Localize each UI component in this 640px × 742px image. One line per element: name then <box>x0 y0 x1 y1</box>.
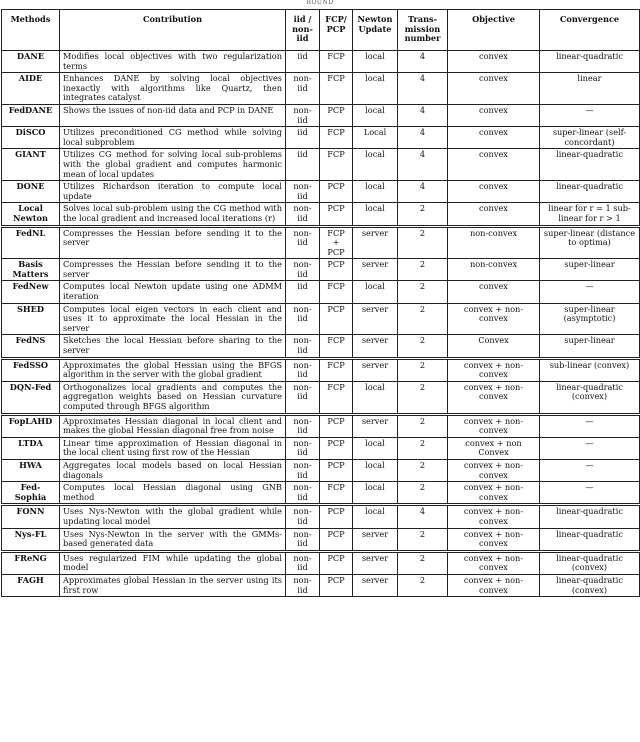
objective-cell: convex <box>448 203 540 226</box>
convergence-cell: linear-quadratic <box>540 51 640 73</box>
objective-cell: convex + non-convex <box>448 551 540 574</box>
table-row <box>2 551 640 574</box>
iid-cell: non-iid <box>286 358 320 381</box>
iid-cell: non-iid <box>286 181 320 203</box>
participation-cell: FCP <box>320 381 353 414</box>
update-cell: Local <box>353 127 398 149</box>
transmission-cell: 2 <box>398 437 448 459</box>
contribution-cell: Utilizes preconditioned CG method while solving local subproblem <box>60 127 286 149</box>
header-contribution: Contribution <box>60 10 286 51</box>
method-cell: SHED <box>2 303 60 335</box>
method-cell: FedDANE <box>2 104 60 126</box>
objective-cell: convex <box>448 104 540 126</box>
method-cell: DiSCO <box>2 127 60 149</box>
transmission-cell: 2 <box>398 528 448 551</box>
convergence-cell: super-linear (self-concordant) <box>540 127 640 149</box>
table-row <box>2 437 640 459</box>
participation-cell: FCP <box>320 482 353 505</box>
objective-cell: convex + non-convex <box>448 414 540 437</box>
table-row <box>2 358 640 381</box>
table-row <box>2 459 640 481</box>
update-cell: local <box>353 181 398 203</box>
contribution-cell: Uses regularized FIM while updating the global model <box>60 551 286 574</box>
transmission-cell: 2 <box>398 203 448 226</box>
transmission-cell: 2 <box>398 259 448 281</box>
iid-cell: non-iid <box>286 505 320 528</box>
iid-cell: non-iid <box>286 303 320 335</box>
contribution-cell: Aggregates local models based on local Hessian diagonals <box>60 459 286 481</box>
convergence-cell: — <box>540 437 640 459</box>
update-cell: local <box>353 505 398 528</box>
iid-cell: iid <box>286 281 320 303</box>
contribution-cell: Enhances DANE by solving local objectives inexactly with algorithms like Quartz, then integrates catalyst <box>60 73 286 105</box>
convergence-cell: super-linear <box>540 259 640 281</box>
participation-cell: FCP <box>320 281 353 303</box>
method-cell: DQN-Fed <box>2 381 60 414</box>
iid-cell: non-iid <box>286 482 320 505</box>
participation-cell: PCP <box>320 551 353 574</box>
iid-cell: non-iid <box>286 459 320 481</box>
table-row <box>2 303 640 335</box>
method-cell: Nys-FL <box>2 528 60 551</box>
transmission-cell: 4 <box>398 505 448 528</box>
table-row <box>2 259 640 281</box>
objective-cell: convex + non-convex <box>448 528 540 551</box>
transmission-cell: 2 <box>398 459 448 481</box>
header-objective: Objective <box>448 10 540 51</box>
method-cell: HWA <box>2 459 60 481</box>
objective-cell: non-convex <box>448 259 540 281</box>
header-update: Newton Update <box>353 10 398 51</box>
convergence-cell: super-linear (distance to optima) <box>540 226 640 259</box>
table-row <box>2 73 640 105</box>
table-row <box>2 127 640 149</box>
transmission-cell: 4 <box>398 73 448 105</box>
contribution-cell: Shows the issues of non-iid data and PCP in DANE <box>60 104 286 126</box>
update-cell: local <box>353 437 398 459</box>
contribution-cell: Computes local eigen vectors in each client and uses it to approximate the local Hessian in the server <box>60 303 286 335</box>
update-cell: server <box>353 259 398 281</box>
method-cell: FopLAHD <box>2 414 60 437</box>
objective-cell: convex <box>448 51 540 73</box>
update-cell: server <box>353 303 398 335</box>
table-row <box>2 104 640 126</box>
convergence-cell: — <box>540 482 640 505</box>
table-row <box>2 51 640 73</box>
contribution-cell: Solves local sub-problem using the CG method with the local gradient and increased local iterations (r) <box>60 203 286 226</box>
contribution-cell: Computes local Newton update using one ADMM iteration <box>60 281 286 303</box>
transmission-cell: 2 <box>398 482 448 505</box>
update-cell: local <box>353 459 398 481</box>
transmission-cell: 2 <box>398 414 448 437</box>
method-cell: DANE <box>2 51 60 73</box>
table-row <box>2 482 640 505</box>
participation-cell: PCP <box>320 528 353 551</box>
convergence-cell: super-linear <box>540 335 640 358</box>
participation-cell: FCP <box>320 73 353 105</box>
contribution-cell: Approximates Hessian diagonal in local client and makes the global Hessian diagonal free from noise <box>60 414 286 437</box>
convergence-cell: linear-quadratic (convex) <box>540 381 640 414</box>
update-cell: local <box>353 149 398 181</box>
method-cell: Fed-Sophia <box>2 482 60 505</box>
convergence-cell: linear-quadratic <box>540 149 640 181</box>
iid-cell: non-iid <box>286 574 320 596</box>
table-row <box>2 381 640 414</box>
contribution-cell: Uses Nys-Newton with the global gradient while updating local model <box>60 505 286 528</box>
transmission-cell: 2 <box>398 358 448 381</box>
header-transmission: Trans-mission number <box>398 10 448 51</box>
transmission-cell: 4 <box>398 127 448 149</box>
iid-cell: non-iid <box>286 104 320 126</box>
header-iid: iid / non-iid <box>286 10 320 51</box>
method-cell: FedSSO <box>2 358 60 381</box>
participation-cell: PCP <box>320 459 353 481</box>
objective-cell: convex <box>448 127 540 149</box>
table-row <box>2 226 640 259</box>
convergence-cell: — <box>540 414 640 437</box>
transmission-cell: 2 <box>398 574 448 596</box>
iid-cell: iid <box>286 127 320 149</box>
iid-cell: non-iid <box>286 335 320 358</box>
iid-cell: non-iid <box>286 259 320 281</box>
method-cell: FedNS <box>2 335 60 358</box>
objective-cell: convex + non-convex <box>448 459 540 481</box>
participation-cell: PCP <box>320 303 353 335</box>
table-row <box>2 181 640 203</box>
method-cell: FedNL <box>2 226 60 259</box>
update-cell: local <box>353 51 398 73</box>
convergence-cell: linear <box>540 73 640 105</box>
objective-cell: convex + non Convex <box>448 437 540 459</box>
method-cell: FReNG <box>2 551 60 574</box>
participation-cell: PCP <box>320 505 353 528</box>
participation-cell: PCP <box>320 437 353 459</box>
method-cell: FONN <box>2 505 60 528</box>
table-row <box>2 574 640 596</box>
update-cell: server <box>353 226 398 259</box>
participation-cell: FCP <box>320 358 353 381</box>
convergence-cell: — <box>540 281 640 303</box>
objective-cell: convex + non-convex <box>448 381 540 414</box>
header-methods: Methods <box>2 10 60 51</box>
iid-cell: iid <box>286 51 320 73</box>
objective-cell: convex + non-convex <box>448 505 540 528</box>
objective-cell: convex + non-convex <box>448 574 540 596</box>
contribution-cell: Uses Nys-Newton in the server with the GMMs-based generated data <box>60 528 286 551</box>
table-caption: ROUND <box>306 0 334 6</box>
update-cell: local <box>353 73 398 105</box>
transmission-cell: 2 <box>398 281 448 303</box>
table-row <box>2 414 640 437</box>
iid-cell: non-iid <box>286 414 320 437</box>
objective-cell: convex <box>448 149 540 181</box>
transmission-cell: 2 <box>398 303 448 335</box>
update-cell: server <box>353 574 398 596</box>
participation-cell: FCP <box>320 149 353 181</box>
participation-cell: FCP <box>320 335 353 358</box>
participation-cell: PCP <box>320 203 353 226</box>
method-cell: FAGH <box>2 574 60 596</box>
convergence-cell: linear-quadratic <box>540 528 640 551</box>
transmission-cell: 2 <box>398 335 448 358</box>
contribution-cell: Approximates global Hessian in the server using its first row <box>60 574 286 596</box>
convergence-cell: linear for r = 1 sub-linear for r > 1 <box>540 203 640 226</box>
objective-cell: convex <box>448 281 540 303</box>
participation-cell: FCP + PCP <box>320 226 353 259</box>
contribution-cell: Orthogonalizes local gradients and computes the aggregation weights based on Hessian curvature computed through BFGS algorithm <box>60 381 286 414</box>
participation-cell: FCP <box>320 51 353 73</box>
method-cell: DONE <box>2 181 60 203</box>
contribution-cell: Linear time approximation of Hessian diagonal in the local client using first row of the Hessian <box>60 437 286 459</box>
header-fcp: FCP/ PCP <box>320 10 353 51</box>
table-row <box>2 528 640 551</box>
convergence-cell: linear-quadratic (convex) <box>540 574 640 596</box>
contribution-cell: Utilizes Richardson iteration to compute local update <box>60 181 286 203</box>
contribution-cell: Sketches the local Hessian before sharing to the server <box>60 335 286 358</box>
objective-cell: convex + non-convex <box>448 303 540 335</box>
iid-cell: non-iid <box>286 203 320 226</box>
participation-cell: FCP <box>320 127 353 149</box>
participation-cell: PCP <box>320 181 353 203</box>
iid-cell: non-iid <box>286 528 320 551</box>
transmission-cell: 4 <box>398 149 448 181</box>
transmission-cell: 2 <box>398 226 448 259</box>
methods-table <box>1 9 640 597</box>
iid-cell: non-iid <box>286 73 320 105</box>
table-row <box>2 505 640 528</box>
table-row <box>2 335 640 358</box>
iid-cell: non-iid <box>286 226 320 259</box>
convergence-cell: — <box>540 104 640 126</box>
convergence-cell: linear-quadratic <box>540 505 640 528</box>
table-row <box>2 281 640 303</box>
method-cell: AIDE <box>2 73 60 105</box>
objective-cell: convex <box>448 73 540 105</box>
transmission-cell: 2 <box>398 551 448 574</box>
objective-cell: convex <box>448 181 540 203</box>
contribution-cell: Modifies local objectives with two regularization terms <box>60 51 286 73</box>
contribution-cell: Computes local Hessian diagonal using GNB method <box>60 482 286 505</box>
convergence-cell: — <box>540 459 640 481</box>
iid-cell: non-iid <box>286 551 320 574</box>
method-cell: Basis Matters <box>2 259 60 281</box>
objective-cell: convex + non-convex <box>448 482 540 505</box>
transmission-cell: 4 <box>398 51 448 73</box>
header-row <box>2 10 640 51</box>
participation-cell: PCP <box>320 259 353 281</box>
iid-cell: non-iid <box>286 381 320 414</box>
objective-cell: Convex <box>448 335 540 358</box>
transmission-cell: 4 <box>398 104 448 126</box>
method-cell: GIANT <box>2 149 60 181</box>
transmission-cell: 4 <box>398 181 448 203</box>
update-cell: server <box>353 414 398 437</box>
method-cell: Local Newton <box>2 203 60 226</box>
update-cell: server <box>353 528 398 551</box>
convergence-cell: linear-quadratic (convex) <box>540 551 640 574</box>
contribution-cell: Utilizes CG method for solving local sub-problems with the global gradient and computes harmonic mean of local updates <box>60 149 286 181</box>
update-cell: local <box>353 482 398 505</box>
update-cell: local <box>353 104 398 126</box>
method-cell: LTDA <box>2 437 60 459</box>
convergence-cell: linear-quadratic <box>540 181 640 203</box>
contribution-cell: Compresses the Hessian before sending it to the server <box>60 259 286 281</box>
update-cell: local <box>353 381 398 414</box>
table-row <box>2 203 640 226</box>
contribution-cell: Approximates the global Hessian using the BFGS algorithm in the server with the global gradient <box>60 358 286 381</box>
update-cell: local <box>353 281 398 303</box>
objective-cell: convex + non-convex <box>448 358 540 381</box>
header-convergence: Convergence <box>540 10 640 51</box>
table-row <box>2 149 640 181</box>
update-cell: local <box>353 203 398 226</box>
update-cell: server <box>353 335 398 358</box>
participation-cell: PCP <box>320 574 353 596</box>
method-cell: FedNew <box>2 281 60 303</box>
participation-cell: PCP <box>320 414 353 437</box>
update-cell: server <box>353 358 398 381</box>
update-cell: server <box>353 551 398 574</box>
participation-cell: PCP <box>320 104 353 126</box>
transmission-cell: 2 <box>398 381 448 414</box>
contribution-cell: Compresses the Hessian before sending it to the server <box>60 226 286 259</box>
iid-cell: non-iid <box>286 437 320 459</box>
convergence-cell: super-linear (asymptotic) <box>540 303 640 335</box>
convergence-cell: sub-linear (convex) <box>540 358 640 381</box>
objective-cell: non-convex <box>448 226 540 259</box>
iid-cell: iid <box>286 149 320 181</box>
